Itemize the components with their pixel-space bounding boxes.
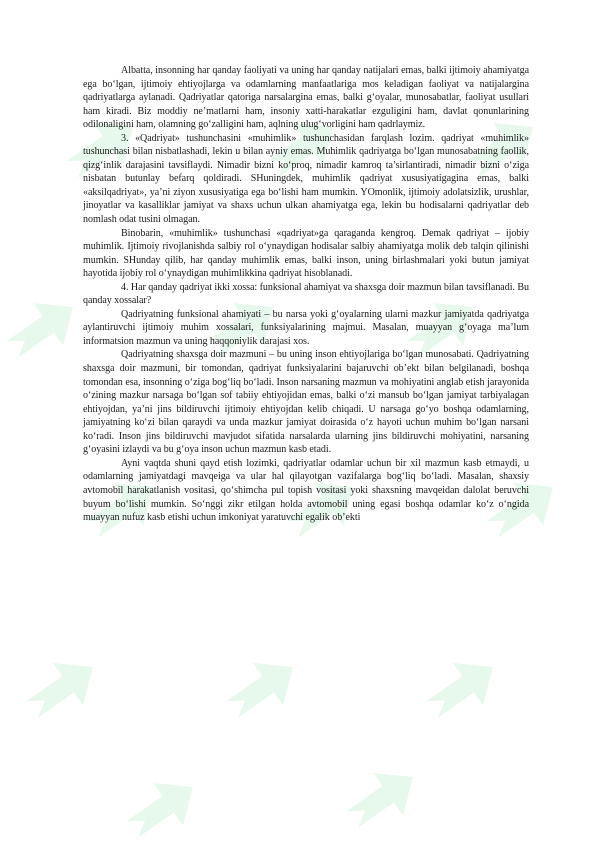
paragraph-importance-broader: Binobarin, «muhimlik» tushunchasi «qadriyat»ga qaraganda kengroq. Demak qadriyat – ijobiy muhimlik. Ijtimoiy rivojlanishda salbiy rol o‘ynaydigan hodisalar salbiy ahamiyatga molik deb talqin qilinishi mumkin. SHunday qilib, har qanday muhimlik emas, balki inson, uning birlashmalari yoki butun jamiyat hayotida ijobiy rol o‘ynaydigan muhimlikkina qadriyat hisoblanadi.	[83, 227, 529, 280]
watermark-chevron-icon	[337, 756, 427, 841]
watermark-chevron-icon	[417, 646, 507, 731]
document-page	[83, 64, 529, 525]
paragraph-personal-content: Qadriyatning shaxsga doir mazmuni – bu uning inson ehtiyojlariga bo‘lgan munosabati. Qadriyatning shaxsga doir mazmuni, bir tomondan, qadriyat funksiyalarini bajaruvchi ob’ekt bilan belgilanadi, boshqa tomondan esa, insonning o‘ziga bog‘liq bo‘ladi. Inson narsaning mazmun va mohiyatini anglab etish jarayonida o‘zining mazkur narsaga bo‘lgan sof tabiiy ehtiyojidan emas, balki o‘zi mansub bo‘lgan jamiyat tarbiyalagan ehtiyojdan, ya’ni jins bildiruvchi ijtimoiy ehtiyojdan kelib chiqadi. U narsaga go‘yo boshqa odamlarning, jamiyatning ko‘zi bilan qaraydi va unda mazkur jamiyat doirasida o‘z hayoti uchun muhim bo‘lgan narsani ko‘radi. Inson jins bildiruvchi mavjudot sifatida narsalarda ularning jins bildiruvchi mohiyatini, narsaning g‘oyasini izlaydi va bu g‘oya inson uchun mazmun kasb etadi.	[83, 349, 529, 456]
paragraph-different-meaning: Ayni vaqtda shuni qayd etish lozimki, qadriyatlar odamlar uchun bir xil mazmun kasb etmaydi, u odamlarning jamiyatdagi mavqeiga va ular hal qilayotgan vazifalarga bog‘liq bo‘ladi. Masalan, shaxsiy avtomobil harakatlanish vositasi, qo‘shimcha pul topish vositasi yoki shaxsning mavqeidan dalolat beruvchi buyum bo‘lishi mumkin. So‘nggi zikr etilgan holda avtomobil uning egasi boshqa odamlar ko‘z o‘ngida muayyan nufuz kasb etishi uchun imkoniyat yaratuvchi egalik ob’ekti	[83, 457, 529, 524]
watermark-chevron-icon	[117, 766, 207, 843]
paragraph-values-definition: Albatta, insonning har qanday faoliyati va uning har qanday natijalari emas, balki ijtimoiy ahamiyatga ega bo‘lgan, ijtimoiy ehtiyojlarga va odamlarning manfaatlariga mos keladigan faoliyat va natijalargina qadriyatlarga aylanadi. Qadriyatlar qatoriga narsalargina emas, balki g‘oyalar, munosabatlar, faoliyat usullari ham kiradi. Biz moddiy ne’matlarni ham, insoniy xatti-harakatlar ezguligini ham, davlat qonunlarining odilonaligini ham, olamning go‘zalligini ham, aqlning ulug‘vorligini ham qadrlaymiz.	[83, 65, 529, 131]
paragraph-two-properties: 4. Har qanday qadriyat ikki xossa: funksional ahamiyat va shaxsga doir mazmun bilan tavsiflanadi. Bu qanday xossalar?	[83, 281, 529, 307]
paragraph-value-vs-importance: 3. «Qadriyat» tushunchasini «muhimlik» tushunchasidan farqlash lozim. qadriyat «muhimlik» tushunchasi bilan nisbatlashadi, lekin u bilan ayniy emas. Muhimlik qadriyatga bo‘lgan munosabatning faollik, qizg‘inlik darajasini tavsiflaydi. Nimadir bizni ko‘proq, nimadir kamroq ta’sirlantiradi, nimadir bizni o‘ziga nisbatan butunlay befarq qoldiradi. SHuningdek, muhimlik qadriyat xususiyatigagina emas, balki «aksilqadriyat», ya’ni ziyon xususiyatiga ega bo‘lishi ham mumkin. YOmonlik, ijtimoiy adolatsizlik, urushlar, jinoyatlar va kasalliklar jamiyat va shaxs uchun ulkan ahamiyatga ega, lekin bu hodisalarni qadriyatlar deb nomlash odat tusini olmagan.	[83, 132, 529, 226]
watermark-chevron-icon	[217, 646, 307, 731]
paragraph-functional-significance: Qadriyatning funksional ahamiyati – bu narsa yoki g‘oyalarning ularni mazkur jamiyatda qadriyatga aylantiruvchi ijtimoiy muhim xossalari, funksiyalarining majmui. Masalan, muayyan g‘oyaga ma’lum informatsion mazmun va uning haqqoniylik darajasi xos.	[83, 308, 529, 347]
watermark-chevron-icon	[17, 646, 107, 731]
watermark-chevron-icon	[0, 286, 88, 371]
